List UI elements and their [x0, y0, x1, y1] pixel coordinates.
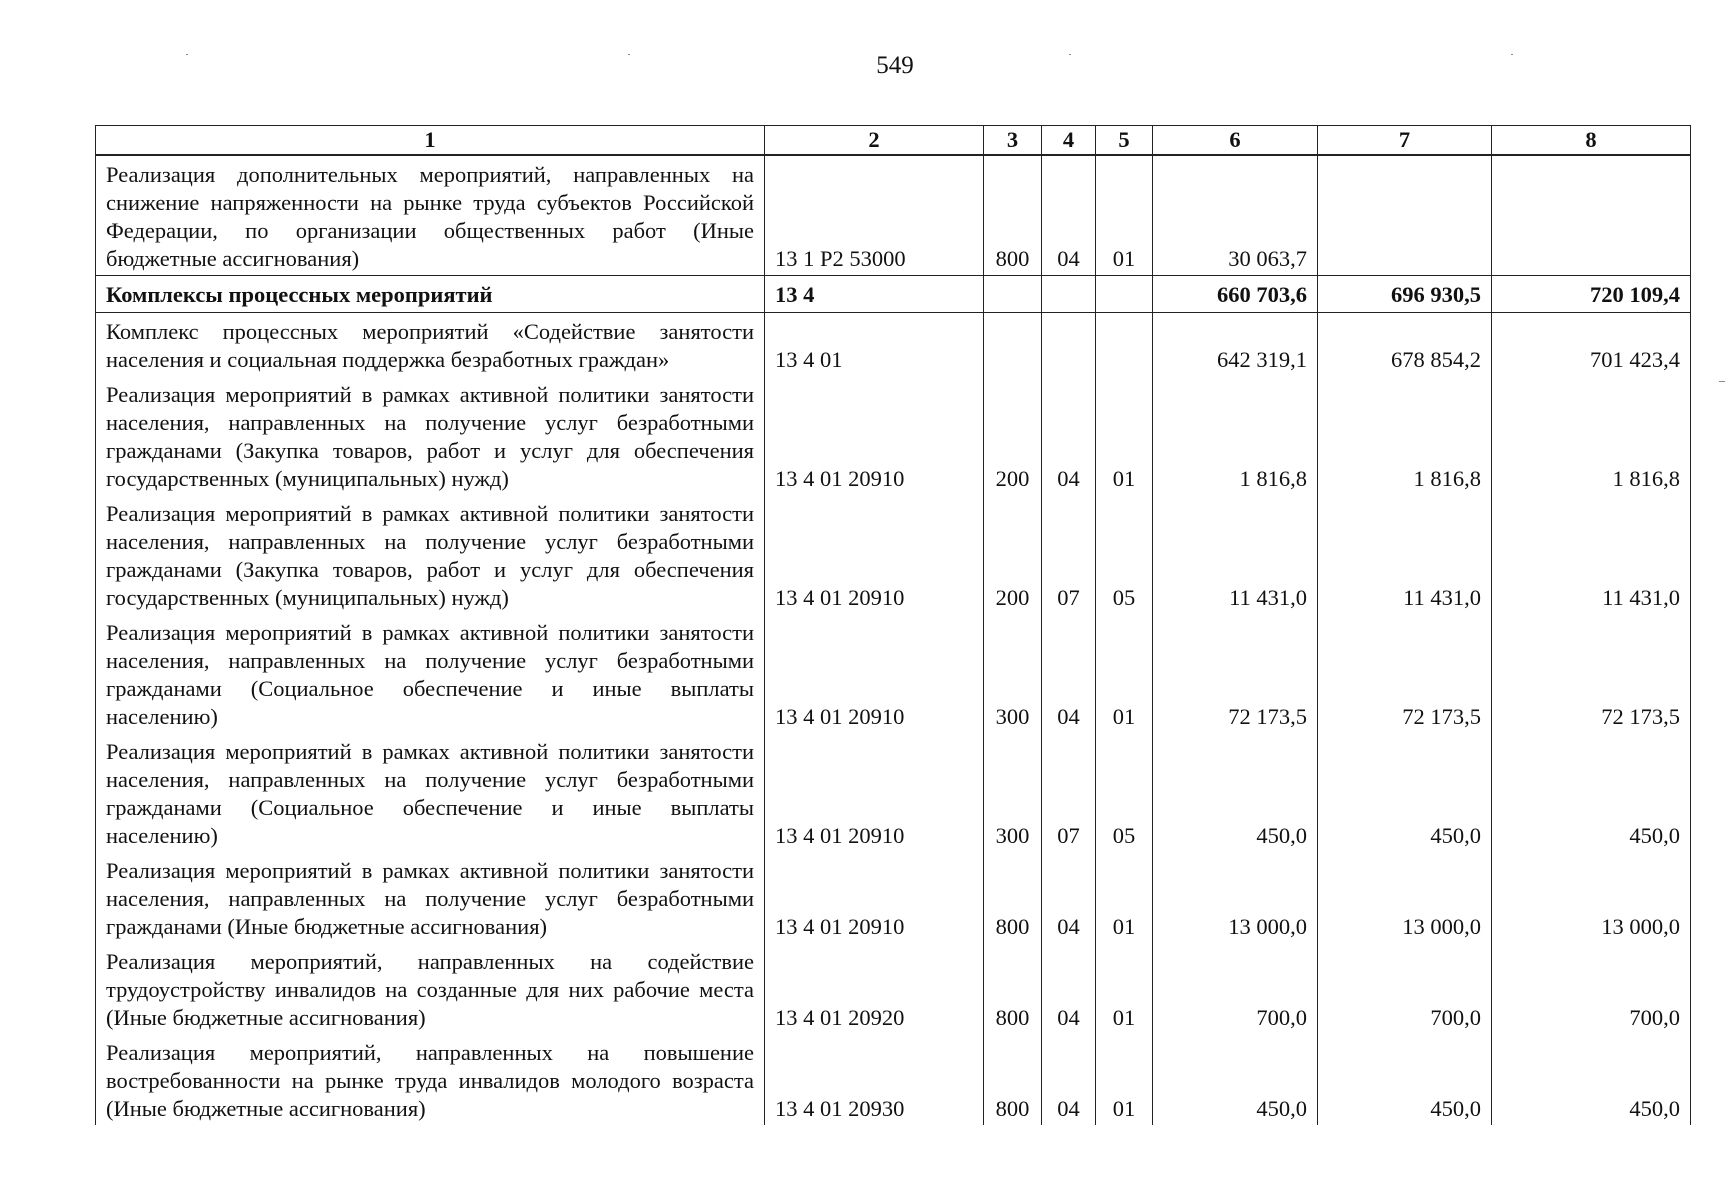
code-cell: 13 4 01 20920: [765, 943, 984, 1034]
header-cell: 7: [1318, 126, 1492, 156]
amount-2023-cell: 700,0: [1153, 943, 1318, 1034]
expense-type-cell: 800: [984, 943, 1042, 1034]
amount-2023-cell: 11 431,0: [1153, 495, 1318, 614]
scan-speck: [186, 54, 188, 55]
expense-type-cell: 300: [984, 614, 1042, 733]
subsection-cell: [1096, 276, 1153, 313]
amount-2024-cell: 678 854,2: [1318, 313, 1492, 377]
amount-2023-cell: 660 703,6: [1153, 276, 1318, 313]
section-cell: 04: [1042, 376, 1096, 495]
table-row: [96, 155, 1691, 276]
amount-2024-cell: 450,0: [1318, 733, 1492, 852]
amount-2023-cell: 642 319,1: [1153, 313, 1318, 377]
section-cell: 04: [1042, 155, 1096, 276]
scan-speck: [1511, 54, 1513, 55]
amount-2024-cell: 11 431,0: [1318, 495, 1492, 614]
expense-type-cell: [984, 313, 1042, 377]
description-cell: Реализация мероприятий в рамках активной политики занятости населения, направленных на получение услуг безработными гражданами (Социальное обеспечение и иные выплаты населению): [96, 733, 765, 852]
code-cell: 13 4 01 20910: [765, 614, 984, 733]
table-body: [96, 126, 1691, 1126]
code-cell: 13 4 01: [765, 313, 984, 377]
description-cell: Реализация дополнительных мероприятий, направленных на снижение напряженности на рынке труда субъектов Российской Федерации, по организации общественных работ (Иные бюджетные ассигнования): [96, 155, 765, 276]
expense-type-cell: [984, 276, 1042, 313]
budget-table: [95, 125, 1691, 1125]
amount-2024-cell: 696 930,5: [1318, 276, 1492, 313]
amount-2024-cell: 450,0: [1318, 1034, 1492, 1125]
amount-2025-cell: 13 000,0: [1492, 852, 1691, 943]
header-row: [96, 126, 1691, 156]
table-row-total: [96, 276, 1691, 313]
section-cell: 04: [1042, 943, 1096, 1034]
description-cell: Комплексы процессных мероприятий: [96, 276, 765, 313]
amount-2025-cell: 72 173,5: [1492, 614, 1691, 733]
amount-2023-cell: 13 000,0: [1153, 852, 1318, 943]
amount-2023-cell: 450,0: [1153, 1034, 1318, 1125]
table-row: [96, 313, 1691, 377]
description-cell: Комплекс процессных мероприятий «Содействие занятости населения и социальная поддержка безработных граждан»: [96, 313, 765, 377]
amount-2025-cell: 1 816,8: [1492, 376, 1691, 495]
subsection-cell: 05: [1096, 733, 1153, 852]
section-cell: [1042, 313, 1096, 377]
section-cell: 07: [1042, 495, 1096, 614]
amount-2023-cell: 30 063,7: [1153, 155, 1318, 276]
table-row: [96, 733, 1691, 852]
amount-2024-cell: 700,0: [1318, 943, 1492, 1034]
description-cell: Реализация мероприятий в рамках активной политики занятости населения, направленных на получение услуг безработными гражданами (Социальное обеспечение и иные выплаты населению): [96, 614, 765, 733]
header-cell: 5: [1096, 126, 1153, 156]
amount-2025-cell: [1492, 155, 1691, 276]
subsection-cell: 01: [1096, 614, 1153, 733]
amount-2023-cell: 450,0: [1153, 733, 1318, 852]
description-cell: Реализация мероприятий в рамках активной политики занятости населения, направленных на получение услуг безработными гражданами (Иные бюджетные ассигнования): [96, 852, 765, 943]
amount-2025-cell: 450,0: [1492, 1034, 1691, 1125]
code-cell: 13 4 01 20910: [765, 376, 984, 495]
amount-2023-cell: 1 816,8: [1153, 376, 1318, 495]
description-cell: Реализация мероприятий в рамках активной политики занятости населения, направленных на получение услуг безработными гражданами (Закупка товаров, работ и услуг для обеспечения государственных (муниципальных) нужд): [96, 376, 765, 495]
amount-2024-cell: [1318, 155, 1492, 276]
section-cell: 04: [1042, 614, 1096, 733]
code-cell: 13 4 01 20910: [765, 852, 984, 943]
expense-type-cell: 200: [984, 495, 1042, 614]
description-cell: Реализация мероприятий, направленных на повышение востребованности на рынке труда инвалидов молодого возраста (Иные бюджетные ассигнования): [96, 1034, 765, 1125]
code-cell: 13 4 01 20910: [765, 495, 984, 614]
amount-2024-cell: 13 000,0: [1318, 852, 1492, 943]
description-cell: Реализация мероприятий в рамках активной политики занятости населения, направленных на получение услуг безработными гражданами (Закупка товаров, работ и услуг для обеспечения государственных (муниципальных) нужд): [96, 495, 765, 614]
code-cell: 13 4 01 20930: [765, 1034, 984, 1125]
table-row: [96, 495, 1691, 614]
table-row: [96, 376, 1691, 495]
header-cell: 3: [984, 126, 1042, 156]
subsection-cell: 01: [1096, 1034, 1153, 1125]
table-row: [96, 614, 1691, 733]
scan-speck: [1719, 381, 1725, 382]
table-row: [96, 852, 1691, 943]
subsection-cell: 01: [1096, 155, 1153, 276]
code-cell: 13 4: [765, 276, 984, 313]
expense-type-cell: 800: [984, 1034, 1042, 1125]
subsection-cell: 05: [1096, 495, 1153, 614]
subsection-cell: 01: [1096, 376, 1153, 495]
amount-2025-cell: 720 109,4: [1492, 276, 1691, 313]
page-number: 549: [876, 52, 914, 79]
expense-type-cell: 300: [984, 733, 1042, 852]
amount-2023-cell: 72 173,5: [1153, 614, 1318, 733]
scan-speck: [1069, 54, 1071, 55]
header-cell: 8: [1492, 126, 1691, 156]
amount-2024-cell: 72 173,5: [1318, 614, 1492, 733]
scan-speck: [628, 54, 630, 55]
expense-type-cell: 200: [984, 376, 1042, 495]
header-cell: 1: [96, 126, 765, 156]
expense-type-cell: 800: [984, 155, 1042, 276]
table-row: [96, 1034, 1691, 1125]
header-cell: 2: [765, 126, 984, 156]
header-cell: 4: [1042, 126, 1096, 156]
header-cell: 6: [1153, 126, 1318, 156]
subsection-cell: [1096, 313, 1153, 377]
amount-2025-cell: 701 423,4: [1492, 313, 1691, 377]
amount-2025-cell: 450,0: [1492, 733, 1691, 852]
table-row: [96, 943, 1691, 1034]
section-cell: 04: [1042, 852, 1096, 943]
expense-type-cell: 800: [984, 852, 1042, 943]
amount-2025-cell: 700,0: [1492, 943, 1691, 1034]
section-cell: 04: [1042, 1034, 1096, 1125]
code-cell: 13 4 01 20910: [765, 733, 984, 852]
subsection-cell: 01: [1096, 943, 1153, 1034]
section-cell: 07: [1042, 733, 1096, 852]
code-cell: 13 1 Р2 53000: [765, 155, 984, 276]
amount-2025-cell: 11 431,0: [1492, 495, 1691, 614]
section-cell: [1042, 276, 1096, 313]
description-cell: Реализация мероприятий, направленных на содействие трудоустройству инвалидов на созданные для них рабочие места (Иные бюджетные ассигнования): [96, 943, 765, 1034]
subsection-cell: 01: [1096, 852, 1153, 943]
amount-2024-cell: 1 816,8: [1318, 376, 1492, 495]
